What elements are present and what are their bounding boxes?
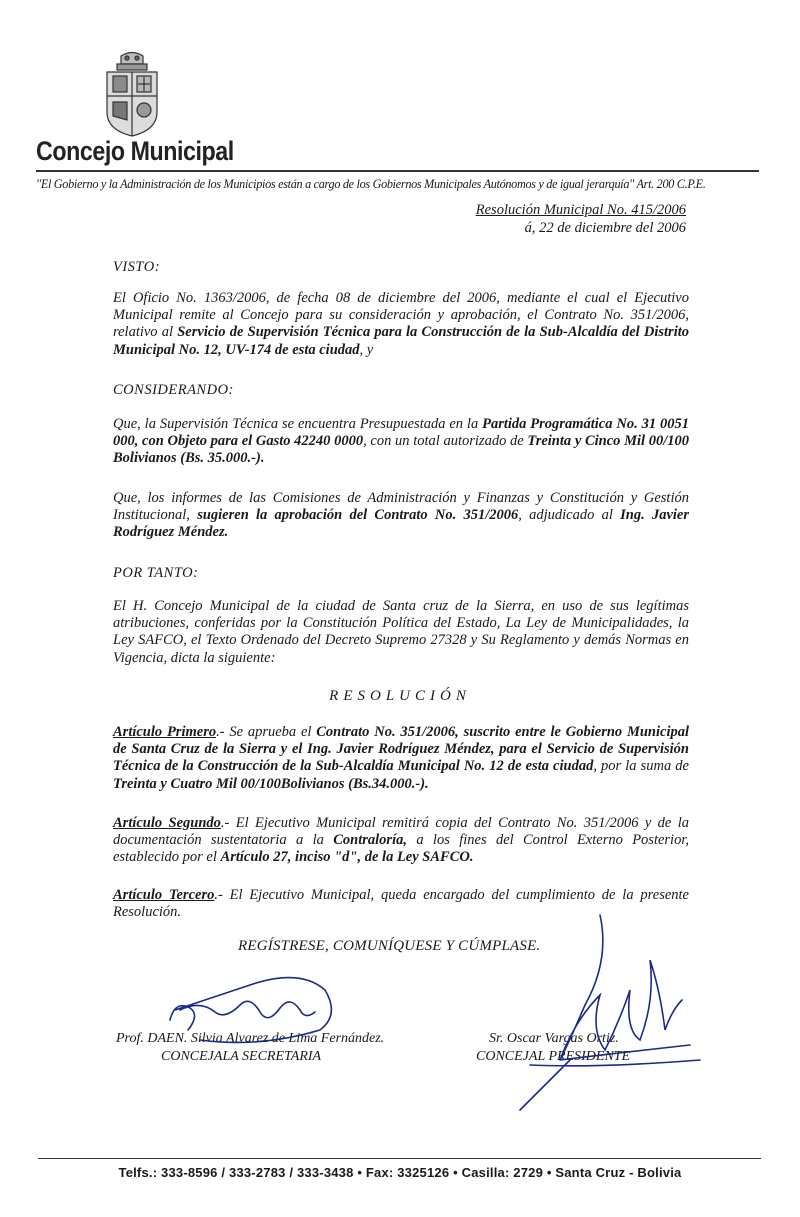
president-name: Sr. Oscar Vargas Ortiz. — [489, 1031, 619, 1046]
considerando-heading: CONSIDERANDO: — [113, 382, 234, 398]
por-tanto-heading: POR TANTO: — [113, 565, 199, 581]
footer-divider — [38, 1158, 761, 1159]
constitution-motto: "El Gobierno y la Administración de los Municipios están a cargo de los Gobiernos Municipales Autónomos y de igual jerarquía" Art. 200 C.P.E. — [36, 177, 706, 191]
resolution-date: á, 22 de diciembre del 2006 — [524, 220, 686, 236]
president-signature-icon — [520, 915, 700, 1110]
visto-paragraph: El Oficio No. 1363/2006, de fecha 08 de diciembre del 2006, mediante el cual el Ejecutivo Municipal remite al Concejo para su consideración y aprobación, el Contrato No. 351/2006, relativo al Servicio de Supervisión Técnica para la Construcción de la Sub-Alcaldía del Distrito Municipal No. 12, UV-174 de esta ciudad, y — [113, 290, 689, 358]
resolution-number: Resolución Municipal No. 415/2006 — [475, 202, 686, 218]
considerando-paragraph-2: Que, los informes de las Comisiones de Administración y Finanzas y Constitución y Gestión Institucional, sugieren la aprobación del Contrato No. 351/2006, adjudicado al Ing. Javier Rodríguez Méndez. — [113, 490, 689, 541]
closing-formula: REGÍSTRESE, COMUNÍQUESE Y CÚMPLASE. — [238, 938, 541, 954]
president-role: CONCEJAL PRESIDENTE — [476, 1049, 631, 1064]
secretary-role: CONCEJALA SECRETARIA — [161, 1049, 322, 1064]
header-divider — [36, 170, 759, 172]
municipal-crest-icon — [103, 50, 161, 138]
visto-heading: VISTO: — [113, 259, 161, 275]
por-tanto-paragraph: El H. Concejo Municipal de la ciudad de Santa cruz de la Sierra, en uso de sus legítimas atribuciones, conferidas por la Constitución Política del Estado, La Ley de Municipalidades, la Ley SAFCO, el Texto Ordenado del Decreto Supremo 27328 y Su Reglamento y demás Normas en Vigencia, dicta la siguiente: — [113, 598, 689, 666]
footer-contact: Telfs.: 333-8596 / 333-2783 / 333-3438 • Fax: 3325126 • Casilla: 2729 • Santa Cruz - Bolivia — [118, 1165, 682, 1180]
resolucion-title: RESOLUCIÓN — [329, 688, 471, 704]
organization-name: Concejo Municipal — [36, 136, 234, 166]
article-first: Artículo Primero.- Se aprueba el Contrato No. 351/2006, suscrito entre le Gobierno Municipal de Santa Cruz de la Sierra y el Ing. Javier Rodríguez Méndez, para el Servicio de Supervisión Técnica de la Construcción de la Sub-Alcaldía Municipal No. 12 de esta ciudad, por la suma de Treinta y Cuatro Mil 00/100Bolivianos (Bs.34.000.-). — [113, 724, 689, 792]
considerando-paragraph-1: Que, la Supervisión Técnica se encuentra Presupuestada en la Partida Programática No. 31 0051 000, con Objeto para el Gasto 42240 0000, con un total autorizado de Treinta y Cinco Mil 00/100 Bolivianos (Bs. 35.000.-). — [113, 416, 689, 467]
secretary-name: Prof. DAEN. Silvia Alvarez de Lima Fernández. — [116, 1031, 385, 1046]
article-second: Artículo Segundo.- El Ejecutivo Municipal remitirá copia del Contrato No. 351/2006 y de la documentación sustentatoria a la Contraloría, a los fines del Control Externo Posterior, establecido por el Artículo 27, inciso "d", de la Ley SAFCO. — [113, 815, 689, 866]
article-third: Artículo Tercero.- El Ejecutivo Municipal, queda encargado del cumplimiento de la presente Resolución. — [113, 887, 689, 921]
